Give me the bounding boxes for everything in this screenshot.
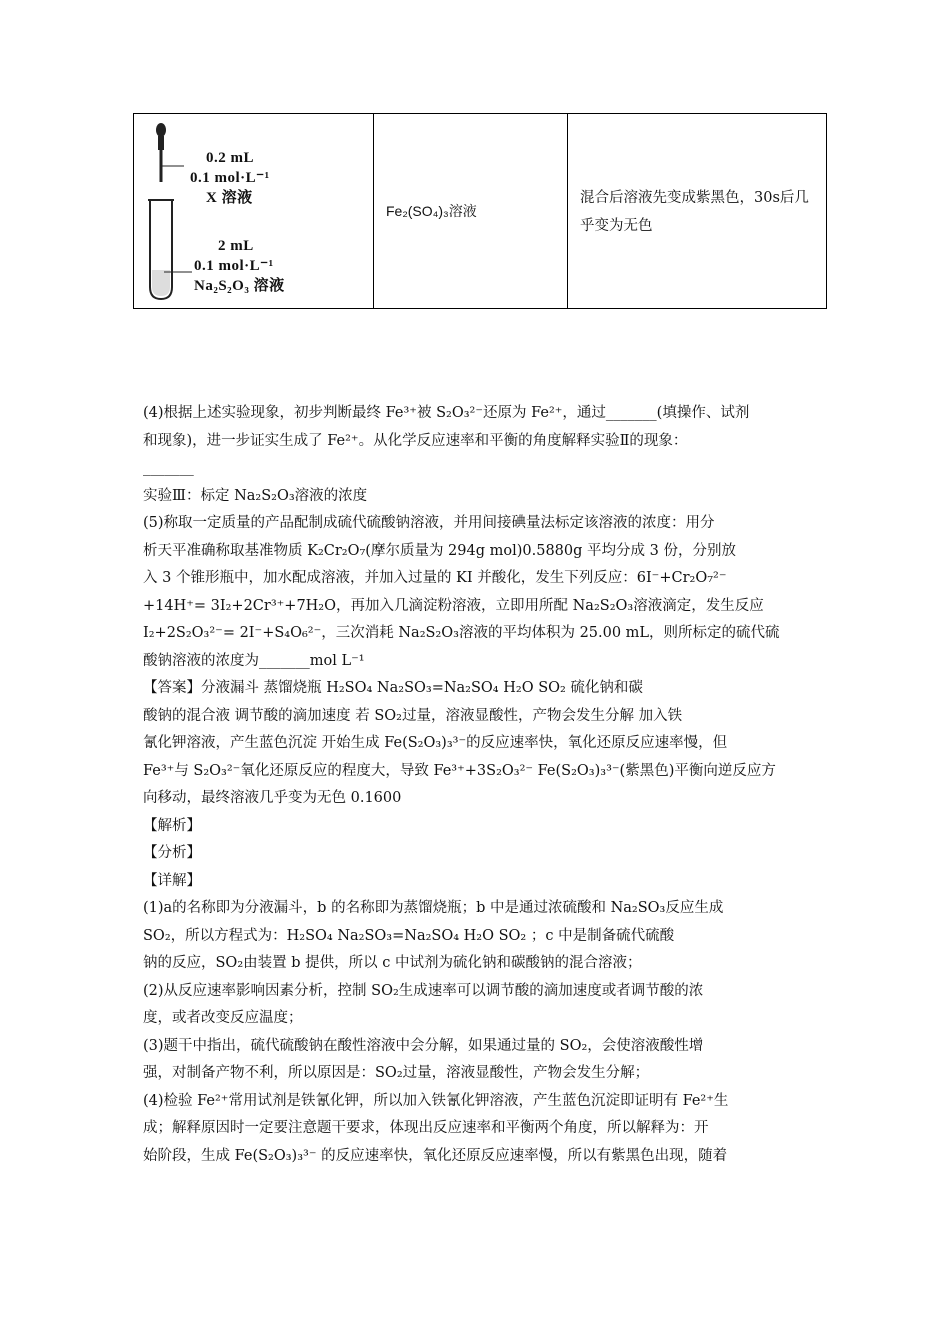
apparatus-figure: [144, 122, 314, 302]
text-line: 入 3 个锥形瓶中，加水配成溶液，并加入过量的 KI 并酸化，发生下列反应：6I⁻+Cr₂O₇²⁻: [143, 570, 727, 586]
apparatus-cell: [134, 114, 374, 308]
section-heading: 【解析】: [143, 817, 201, 834]
answer-line: Fe³⁺与 S₂O₃²⁻氧化还原反应的程度大，导致 Fe³⁺+3S₂O₃²⁻ Fe(S₂O₃)₃³⁻(紫黑色)平衡向逆反应方: [143, 762, 776, 779]
dropper-solution: X 溶液: [206, 190, 253, 206]
detail-line: 强，对制备产物不利，所以原因是：SO₂过量，溶液显酸性，产物会发生分解；: [143, 1065, 650, 1081]
reagent-text: Fe₂(SO₄)₃溶液: [386, 203, 477, 219]
text-line: (4)根据上述实验现象，初步判断最终 Fe³⁺被 S₂O₃²⁻还原为 Fe²⁺，通过_______(填操作、试剂: [143, 405, 750, 421]
detail-line: (2)从反应速率影响因素分析，控制 SO₂生成速率可以调节酸的滴加速度或者调节酸的浓: [143, 982, 704, 999]
answer-line: 氰化钾溶液，产生蓝色沉淀 开始生成 Fe(S₂O₃)₃³⁻的反应速率快，氧化还原反应速率慢，但: [143, 735, 728, 751]
detail-line: 度，或者改变反应温度；: [143, 1010, 303, 1026]
detail-line: (4)检验 Fe²⁺常用试剂是铁氰化钾，所以加入铁氰化钾溶液，产生蓝色沉淀即证明有 Fe²⁺生: [143, 1092, 729, 1109]
text-line: 实验Ⅲ：标定 Na₂S₂O₃溶液的浓度: [143, 487, 368, 504]
experiment-table: [133, 113, 827, 309]
text-line: I₂+2S₂O₃²⁻= 2I⁻+S₄O₆²⁻，三次消耗 Na₂S₂O₃溶液的平均体积为 25.00 mL，则所标定的硫代硫: [143, 625, 780, 641]
detail-line: SO₂，所以方程式为：H₂SO₄ Na₂SO₃=Na₂SO₄ H₂O SO₂ ；c 中是制备硫代硫酸: [143, 927, 675, 944]
text-line: +14H⁺= 3I₂+2Cr³⁺+7H₂O，再加入几滴淀粉溶液，立即用所配 Na₂S₂O₃溶液滴定，发生反应: [143, 597, 764, 614]
detail-line: 成；解释原因时一定要注意题干要求，体现出反应速率和平衡两个角度，所以解释为：开: [143, 1120, 709, 1136]
phenomenon-cell: [568, 114, 826, 308]
tube-volume: 2 mL: [218, 238, 254, 254]
question-text: [143, 400, 823, 1170]
text-line: 析天平准确称取基准物质 K₂Cr₂O₇(摩尔质量为 294g mol)0.5880g 平均分成 3 份，分别放: [143, 542, 736, 559]
tube-solution: Na₂S₂O₃ 溶液: [194, 278, 285, 294]
reagent-cell: [374, 114, 568, 308]
answer-line: 酸钠的混合液 调节酸的滴加速度 若 SO₂过量，溶液显酸性，产物会发生分解 加入铁: [143, 707, 683, 724]
text-line: 酸钠溶液的浓度为_______mol L⁻¹: [143, 652, 365, 669]
tube-conc: 0.1 mol·L⁻¹: [194, 258, 274, 274]
detail-line: 钠的反应，SO₂由装置 b 提供，所以 c 中试剂为硫化钠和碳酸钠的混合溶液；: [143, 955, 642, 971]
detail-line: (3)题干中指出，硫代硫酸钠在酸性溶液中会分解，如果通过量的 SO₂，会使溶液酸性增: [143, 1037, 704, 1054]
text-line: _______: [143, 460, 194, 476]
dropper-conc: 0.1 mol·L⁻¹: [190, 170, 270, 186]
section-heading: 【分析】: [143, 845, 201, 861]
answer-line: 向移动，最终溶液几乎变为无色 0.1600: [143, 790, 402, 806]
detail-line: (1)a的名称即为分液漏斗，b 的名称即为蒸馏烧瓶；b 中是通过浓硫酸和 Na₂SO₃反应生成: [143, 900, 724, 916]
text-line: (5)称取一定质量的产品配制成硫代硫酸钠溶液，并用间接碘量法标定该溶液的浓度：用分: [143, 515, 715, 531]
section-heading: 【详解】: [143, 872, 201, 889]
detail-line: 始阶段，生成 Fe(S₂O₃)₃³⁻ 的反应速率快，氧化还原反应速率慢，所以有紫黑色出现，随着: [143, 1147, 728, 1164]
dropper-volume: 0.2 mL: [206, 150, 254, 166]
text-line: 和现象)，进一步证实生成了 Fe²⁺。从化学反应速率和平衡的角度解释实验Ⅱ的现象：: [143, 432, 688, 449]
phenomenon-text: 混合后溶液先变成紫黑色，30s后几乎变为无色: [580, 190, 809, 234]
answer-line: 【答案】分液漏斗 蒸馏烧瓶 H₂SO₄ Na₂SO₃=Na₂SO₄ H₂O SO₂ 硫化钠和碳: [143, 680, 643, 696]
